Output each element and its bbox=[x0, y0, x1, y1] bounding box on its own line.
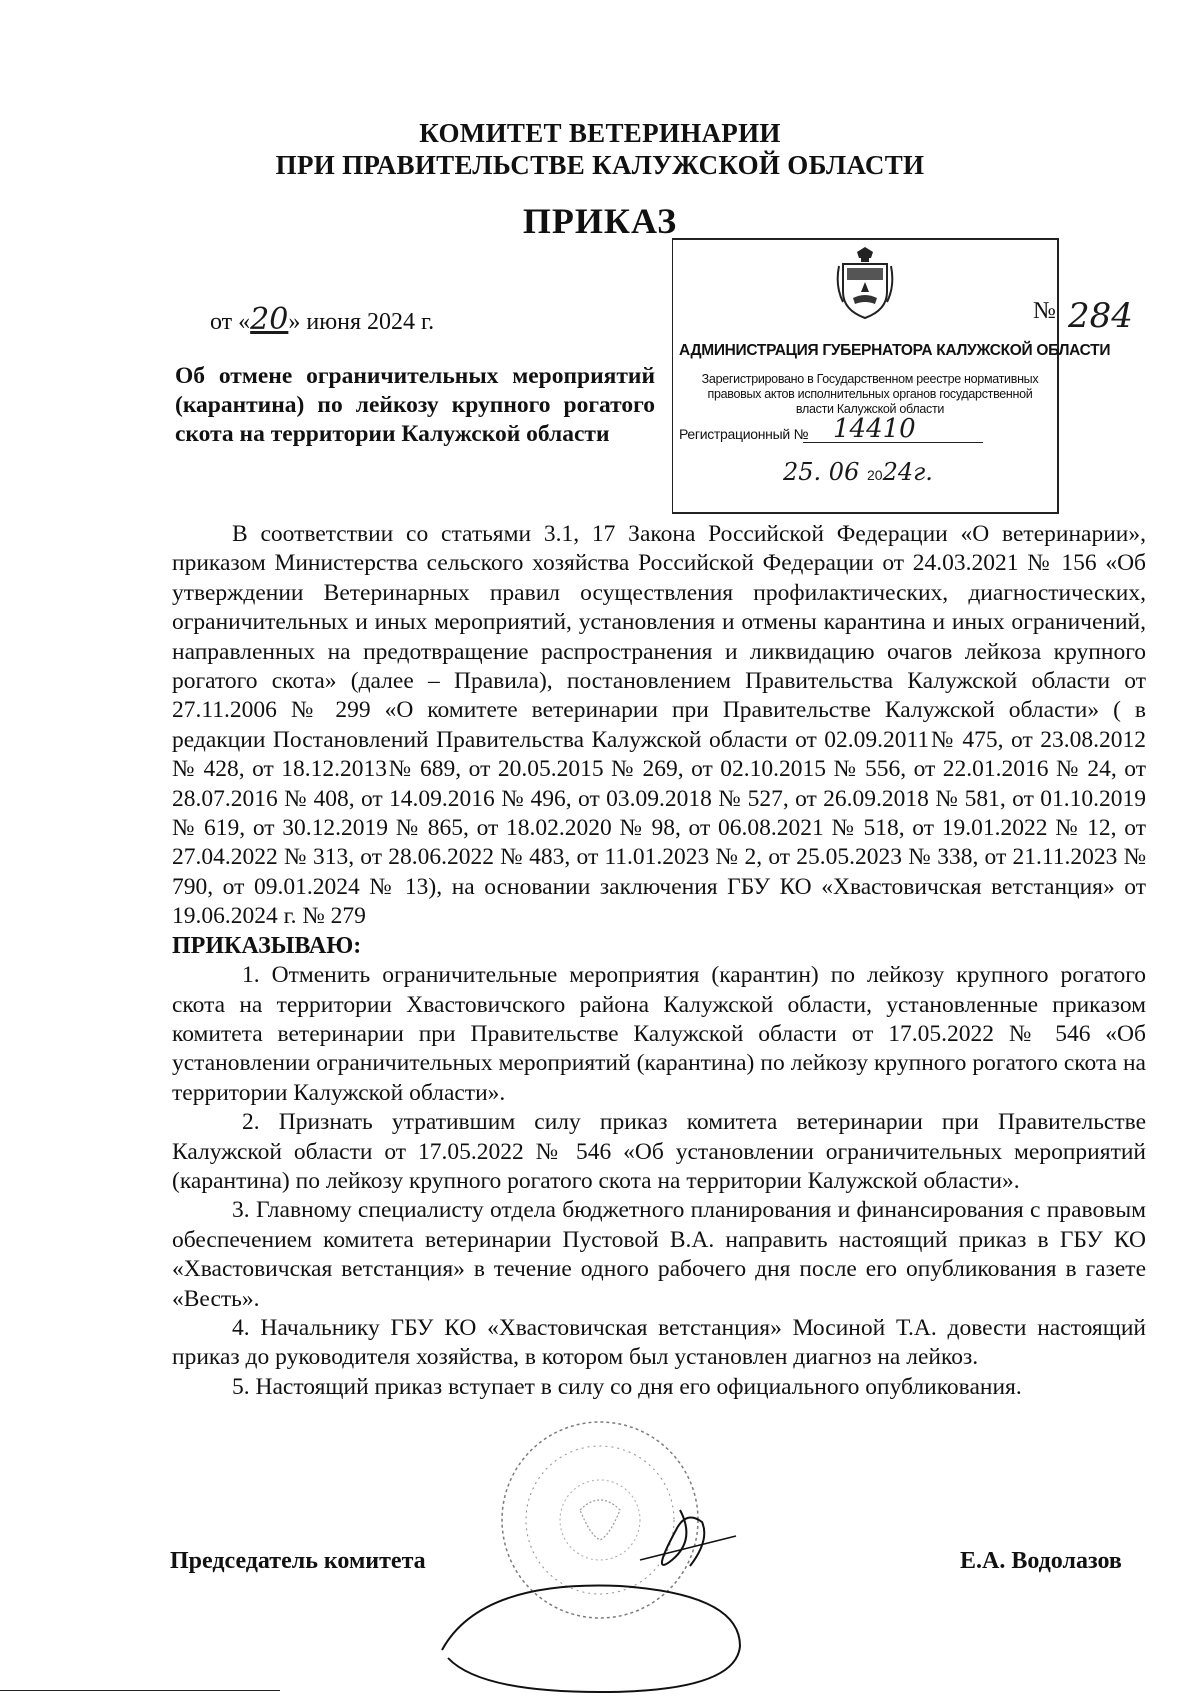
order-item-4: 4. Начальнику ГБУ КО «Хвастовичская ветстанция» Мосиной Т.А. довести настоящий приказ до руководителя хозяйства, в котором был установлен диагноз на лейкоз. bbox=[172, 1314, 1146, 1371]
registration-text: Зарегистрировано в Государственном реестре нормативных правовых актов исполнительных органов государственной власти Калужской области bbox=[701, 372, 1039, 416]
document-type: ПРИКАЗ bbox=[522, 201, 678, 241]
official-seal-icon bbox=[440, 1410, 770, 1694]
date-suffix: » июня 2024 г. bbox=[288, 309, 435, 335]
org-name-line2: ПРИ ПРАВИТЕЛЬСТВЕ КАЛУЖСКОЙ ОБЛАСТИ bbox=[275, 150, 925, 180]
footer-divider bbox=[0, 1690, 280, 1691]
order-date bbox=[210, 302, 434, 337]
date-day-handwritten: 20 bbox=[250, 302, 289, 337]
date-prefix: от « bbox=[210, 309, 251, 335]
registration-number-label: Регистрационный № bbox=[679, 426, 809, 442]
registration-number-handwritten: 14410 bbox=[833, 414, 916, 444]
registration-year-handwritten: 24г. bbox=[882, 458, 933, 486]
order-item-5: 5. Настоящий приказ вступает в силу со дня его официального опубликования. bbox=[232, 1373, 1022, 1400]
order-item-2: 2. Признать утратившим силу приказ комитета ветеринарии при Правительстве Калужской области от 17.05.2022 № 546 «Об установлении ограничительных мероприятий (карантина) по лейкозу крупного рогатого скота на территории Калужской области». bbox=[172, 1109, 1146, 1194]
coat-of-arms-icon bbox=[835, 246, 895, 320]
signature-name: Е.А. Водолазов bbox=[960, 1548, 1122, 1574]
order-number-sign: № bbox=[1033, 298, 1056, 324]
preamble: В соответствии со статьями 3.1, 17 Закона Российской Федерации «О ветеринарии», приказом Министерства сельского хозяйства Российской Федерации от 24.03.2021 № 156 «Об утверждении Ветеринарных правил осуществления профилактических, диагностических, ограничительных и иных мероприятий, установления и отмены карантина и иных ограничений, направленных на предотвращение распространения и ликвидацию очагов лейкоза крупного рогатого скота» (далее – Правила), постановлением Правительства Калужской области от 27.11.2006 № 299 «О комитете ветеринарии при Правительстве Калужской области» ( в редакции Постановлений Правительства Калужской области от 02.09.2011№ 475, от 23.08.2012 № 428, от 18.12.2013№ 689, от 20.05.2015 № 269, от 02.10.2015 № 556, от 22.01.2016 № 24, от 28.07.2016 № 408, от 14.09.2016 № 496, от 03.09.2018 № 527, от 26.09.2018 № 581, от 01.10.2019 № 619, от 30.12.2019 № 865, от 18.02.2020 № 98, от 06.08.2021 № 518, от 19.01.2022 № 12, от 27.04.2022 № 313, от 28.06.2022 № 483, от 11.01.2023 № 2, от 25.05.2023 № 338, от 21.11.2023 № 790, от 09.01.2024 № 13), на основании заключения ГБУ КО «Хвастовичская ветстанция» от 19.06.2024 г. № 279 bbox=[172, 521, 1146, 930]
order-body bbox=[172, 520, 1146, 1402]
registration-date-handwritten: 25. 06 bbox=[783, 458, 860, 486]
order-item-1: 1. Отменить ограничительные мероприятия (карантин) по лейкозу крупного рогатого скота на территории Хвастовичского района Калужской области, установленные приказом комитета ветеринарии при Правительстве Калужской области от 17.05.2022 № 546 «Об установлении ограничительных мероприятий (карантина) по лейкозу крупного рогатого скота на территории Калужской области». bbox=[172, 962, 1146, 1106]
signature-title: Председатель комитета bbox=[170, 1548, 426, 1574]
order-word: ПРИКАЗЫВАЮ: bbox=[172, 932, 362, 959]
registration-authority: АДМИНИСТРАЦИЯ ГУБЕРНАТОРА КАЛУЖСКОЙ ОБЛАСТИ bbox=[679, 342, 1111, 359]
order-number-handwritten: 284 bbox=[1068, 296, 1133, 336]
registration-year-printed: 20 bbox=[866, 467, 883, 483]
order-subject: Об отмене ограничительных мероприятий (карантина) по лейкозу крупного рогатого скота на территории Калужской области bbox=[175, 363, 655, 447]
registration-date bbox=[783, 458, 933, 486]
order-item-3: 3. Главному специалисту отдела бюджетного планирования и финансирования с правовым обеспечением комитета ветеринарии Пустовой В.А. направить настоящий приказ в ГБУ КО «Хвастовичская ветстанция» в течение одного рабочего дня после его опубликования в газете «Весть». bbox=[172, 1197, 1146, 1312]
org-name-line1: КОМИТЕТ ВЕТЕРИНАРИИ bbox=[419, 118, 781, 148]
